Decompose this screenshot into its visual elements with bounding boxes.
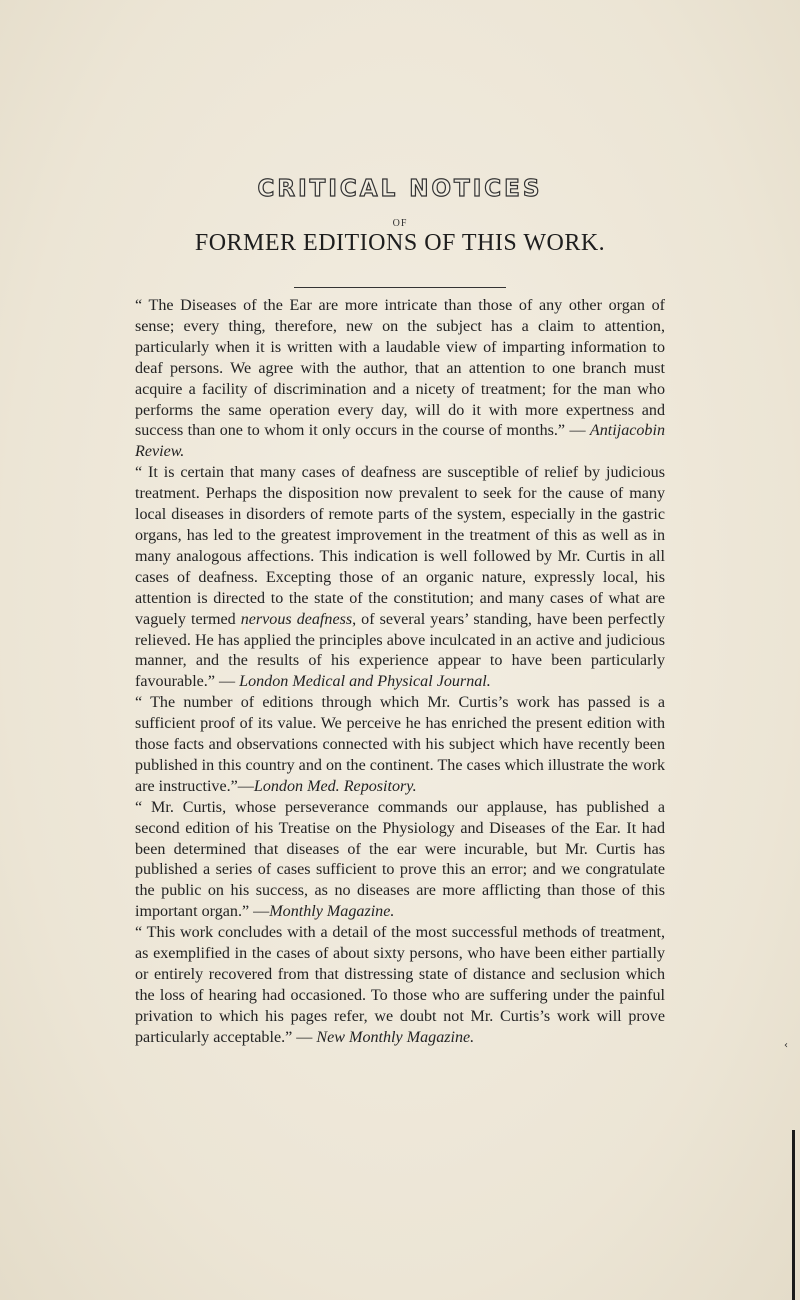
margin-mark: ‹ [784, 1040, 788, 1051]
review-source: New Monthly Magazine. [316, 1028, 475, 1046]
review-text: “ It is certain that many cases of deafness are susceptible of relief by judicious treatment. Perhaps the disposition now prevalent to seek for the cause of many local diseases in disorders of remote parts of the system, especially in the gastric organs, has led to the greatest improvement in the treatment of this as well as in many analogous affections. This indication is well followed by Mr. Curtis in all cases of deafness. Excepting those of an organic nature, expressly local, his attention is directed to the state of the constitution; and many cases of what are vaguely termed [135, 464, 665, 628]
review-dash: — [237, 777, 254, 795]
review-source: London Medical and Physical Journal. [239, 673, 491, 691]
review-dash: — [249, 903, 270, 921]
review-text: , of several years’ standing, have been perfectly relieved. He has applied the principles above inculcated in an active and judicious manner, and the results of his experience appear to have been particularly favourable.” [135, 610, 665, 691]
review-paragraph [135, 463, 665, 693]
review-paragraph [135, 693, 665, 798]
review-text: “ The Diseases of the Ear are more intricate than those of any other organ of sense; every thing, therefore, new on the subject has a claim to attention, particularly when it is written with a laudable view of imparting information to deaf persons. We agree with the author, that an attention to one branch must acquire a facility of discrimination and a nicety of treatment; for the man who performs the same operation every day, will do it with more expertness and success than one to whom it only occurs in the course of months.” [135, 297, 665, 440]
review-text: “ Mr. Curtis, whose perseverance commands our applause, has published a second edition of his Treatise on the Physiology and Diseases of the Ear. It had been determined that diseases of the ear were incurable, but Mr. Curtis has published a series of cases sufficient to prove this an error; and we congratulate the public on his success, as no diseases are more afflicting than those of this important organ.” [135, 798, 665, 921]
review-dash: — [214, 673, 240, 691]
review-paragraph [135, 923, 665, 1048]
review-dash: — [292, 1028, 317, 1046]
review-paragraph [135, 798, 665, 923]
review-source: Antijacobin Review. [135, 422, 665, 461]
review-text: “ This work concludes with a detail of the most successful methods of treatment, as exemplified in the cases of about sixty persons, who have been either partially or entirely recovered from that distressing state of distance and seclusion which the loss of hearing had occasioned. To those who are suffering under the painful privation to which his pages refer, we doubt not Mr. Curtis’s work will prove particularly acceptable.” [135, 924, 665, 1046]
review-source: London Med. Repository. [253, 777, 417, 795]
page-edge-shadow [792, 1130, 795, 1300]
review-italic-term: nervous deafness [240, 610, 353, 628]
divider-rule [294, 287, 506, 288]
review-text: “ The number of editions through which Mr. Curtis’s work has passed is a sufficient proof of its value. We perceive he has enriched the present edition with those facts and observations connected with his subject which have recently been published in this country and on the continent. The cases which illustrate the work are instructive.” [135, 694, 665, 795]
review-dash: — [565, 422, 590, 440]
review-paragraph [135, 296, 665, 463]
review-source: Monthly Magazine. [269, 903, 395, 921]
reviews-body [135, 296, 665, 1049]
heading-connector: OF [392, 218, 408, 229]
page-heading: CRITICAL NOTICES [257, 176, 543, 202]
page-subtitle: FORMER EDITIONS OF THIS WORK. [194, 230, 606, 256]
